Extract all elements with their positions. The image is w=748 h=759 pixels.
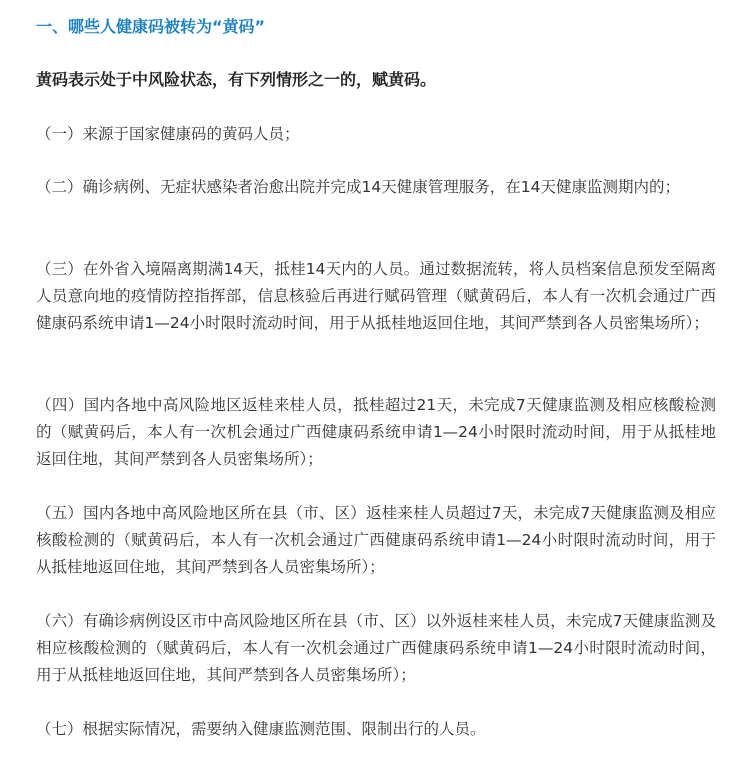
section-heading: 一、哪些人健康码被转为“黄码”: [36, 17, 266, 36]
list-item-4: （四）国内各地中高风险地区返桂来桂人员，抵桂超过21天，未完成7天健康监测及相应核酸检测的（赋黄码后，本人有一次机会通过广西健康码系统申请1—24小时限时流动时间，用于从抵桂地返回住地，其间严禁到各人员密集场所）；: [36, 396, 716, 468]
list-item-5: （五）国内各地中高风险地区所在县（市、区）返桂来桂人员超过7天，未完成7天健康监测及相应核酸检测的（赋黄码后，本人有一次机会通过广西健康码系统申请1—24小时限时流动时间，用于从抵桂地返回住地，其间严禁到各人员密集场所）；: [36, 504, 716, 576]
lead-paragraph: 黄码表示处于中风险状态，有下列情形之一的，赋黄码。: [36, 70, 437, 89]
list-item-3: （三）在外省入境隔离期满14天，抵桂14天内的人员。通过数据流转，将人员档案信息预发至隔离人员意向地的疫情防控指挥部，信息核验后再进行赋码管理（赋黄码后，本人有一次机会通过广西健康码系统申请1—24小时限时流动时间，用于从抵桂地返回住地，其间严禁到各人员密集场所）；: [36, 260, 716, 332]
list-item-1: （一）来源于国家健康码的黄码人员；: [36, 125, 300, 143]
list-item-6: （六）有确诊病例设区市中高风险地区所在县（市、区）以外返桂来桂人员，未完成7天健康监测及相应核酸检测的（赋黄码后，本人有一次机会通过广西健康码系统申请1—24小时限时流动时间，用于从抵桂地返回住地，其间严禁到各人员密集场所）；: [36, 612, 716, 684]
list-item-7: （七）根据实际情况，需要纳入健康监测范围、限制出行的人员。: [36, 720, 486, 738]
list-item-2: （二）确诊病例、无症状感染者治愈出院并完成14天健康管理服务，在14天健康监测期内的；: [36, 178, 680, 196]
